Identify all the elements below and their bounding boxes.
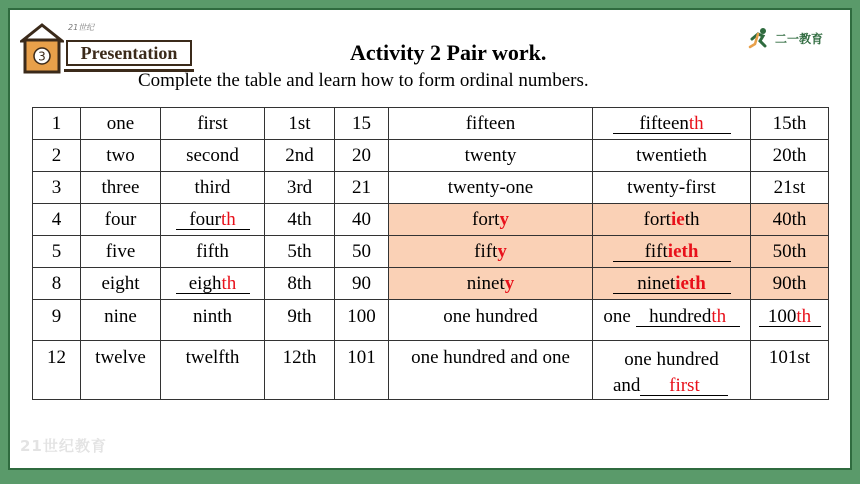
table-row <box>33 341 829 400</box>
answer-blank[interactable]: eighth <box>176 275 250 294</box>
cardinal-word: one hundred and one <box>389 341 593 400</box>
ordinal-abbr: 101st <box>751 341 829 400</box>
tiny-brand-mark: 21世纪 <box>68 23 95 32</box>
cardinal-word: forty <box>389 204 593 236</box>
house-badge-icon <box>20 23 64 75</box>
answer-blank[interactable]: fourth <box>176 211 250 230</box>
table-row <box>33 172 829 204</box>
answer-blank[interactable]: hundredth <box>636 308 740 327</box>
ordinal-word: twelfth <box>161 341 265 400</box>
answer-blank[interactable]: 100th <box>759 308 821 327</box>
page-subtitle: Complete the table and learn how to form ordinal numbers. <box>138 70 589 91</box>
cardinal-word: one <box>81 108 161 140</box>
cardinal-word: fifteen <box>389 108 593 140</box>
answer-blank[interactable]: first <box>640 377 728 396</box>
answer-blank[interactable]: fifteenth <box>613 115 731 134</box>
cardinal-number: 4 <box>33 204 81 236</box>
cardinal-number: 8 <box>33 268 81 300</box>
ordinal-word: fifth <box>161 236 265 268</box>
cardinal-number: 21 <box>335 172 389 204</box>
table-row <box>33 236 829 268</box>
ordinal-word: second <box>161 140 265 172</box>
answer-cell <box>593 236 751 268</box>
ordinal-abbr: 20th <box>751 140 829 172</box>
ordinal-abbr: 90th <box>751 268 829 300</box>
ordinal-abbr: 12th <box>265 341 335 400</box>
ordinal-word: twentieth <box>593 140 751 172</box>
ordinal-word: first <box>161 108 265 140</box>
answer-cell: one hundred and first <box>593 341 751 400</box>
ordinal-abbr: 1st <box>265 108 335 140</box>
ordinal-word: ninth <box>161 300 265 341</box>
ordinal-abbr: 9th <box>265 300 335 341</box>
cardinal-word: one hundred <box>389 300 593 341</box>
ordinal-table <box>32 107 829 400</box>
ordinal-abbr: 8th <box>265 268 335 300</box>
section-number: 3 <box>38 49 46 64</box>
ordinal-word: fortieth <box>593 204 751 236</box>
cardinal-number: 20 <box>335 140 389 172</box>
cardinal-number: 5 <box>33 236 81 268</box>
ordinal-abbr: 4th <box>265 204 335 236</box>
answer-blank[interactable]: fiftieth <box>613 243 731 262</box>
slide <box>8 8 852 470</box>
ordinal-word: twenty-first <box>593 172 751 204</box>
table-row <box>33 140 829 172</box>
cardinal-word: nine <box>81 300 161 341</box>
cardinal-number: 2 <box>33 140 81 172</box>
cardinal-word: three <box>81 172 161 204</box>
ordinal-abbr: 5th <box>265 236 335 268</box>
cardinal-number: 9 <box>33 300 81 341</box>
ordinal-abbr: 21st <box>751 172 829 204</box>
answer-cell <box>161 204 265 236</box>
cardinal-number: 40 <box>335 204 389 236</box>
answer-blank[interactable]: ninetieth <box>613 275 731 294</box>
answer-line-1: one hundred <box>624 349 719 370</box>
cardinal-number: 90 <box>335 268 389 300</box>
table-row <box>33 268 829 300</box>
section-label-box <box>66 40 192 66</box>
watermark: 21世纪教育 <box>20 437 107 455</box>
ordinal-abbr: 15th <box>751 108 829 140</box>
cardinal-word: four <box>81 204 161 236</box>
cardinal-number: 100 <box>335 300 389 341</box>
cardinal-number: 3 <box>33 172 81 204</box>
cardinal-number: 101 <box>335 341 389 400</box>
table-row <box>33 204 829 236</box>
logo-text: 二一教育 <box>775 31 824 46</box>
cardinal-number: 50 <box>335 236 389 268</box>
cardinal-word: twenty <box>389 140 593 172</box>
cardinal-word: ninety <box>389 268 593 300</box>
cardinal-number: 1 <box>33 108 81 140</box>
runner-icon <box>748 27 772 49</box>
answer-cell <box>593 268 751 300</box>
answer-cell <box>751 300 829 341</box>
brand-logo <box>748 27 823 49</box>
section-label: Presentation <box>80 42 178 63</box>
ordinal-abbr: 50th <box>751 236 829 268</box>
cardinal-word: twelve <box>81 341 161 400</box>
cardinal-word: twenty-one <box>389 172 593 204</box>
cardinal-word: five <box>81 236 161 268</box>
cardinal-number: 12 <box>33 341 81 400</box>
answer-cell <box>593 108 751 140</box>
page-title: Activity 2 Pair work. <box>350 40 547 65</box>
cardinal-word: two <box>81 140 161 172</box>
ordinal-abbr: 2nd <box>265 140 335 172</box>
ordinal-abbr: 3rd <box>265 172 335 204</box>
answer-cell: one hundredth <box>593 300 751 341</box>
ordinal-abbr: 40th <box>751 204 829 236</box>
cardinal-word: fifty <box>389 236 593 268</box>
ordinal-word: third <box>161 172 265 204</box>
cardinal-word: eight <box>81 268 161 300</box>
cardinal-number: 15 <box>335 108 389 140</box>
table-row <box>33 108 829 140</box>
table-row <box>33 300 829 341</box>
answer-cell <box>161 268 265 300</box>
